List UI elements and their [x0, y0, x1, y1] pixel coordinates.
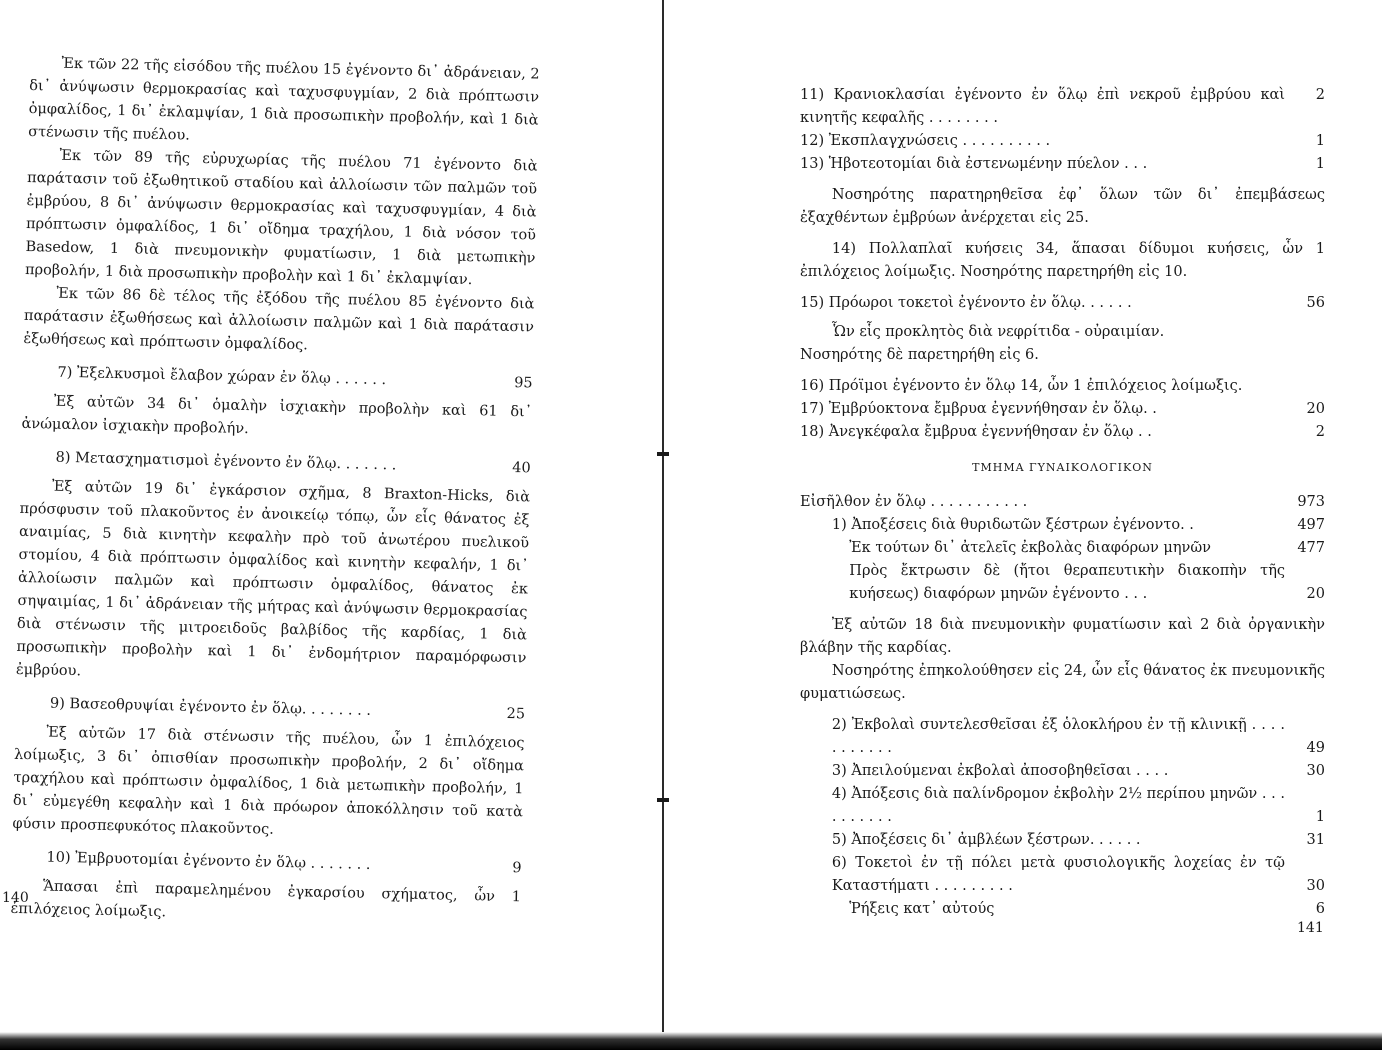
paragraph: Ἐξ αὐτῶν 19 δι᾿ ἐγκάρσιον σχῆμα, 8 Braxton-Hicks, διὰ πρόσφυσιν τοῦ πλακοῦντος ἐν ἀνοικείῳ τόπῳ, ὧν εἷς θάνατος ἐξ αναιμίας, 5 διὰ κινητὴν κεφαλὴν πρὸ τοῦ ἀνωτέρου πυελικοῦ στομίου, 4 διὰ πρόπτωσιν ὀμφαλίδος καὶ κινητὴν κεφαλήν, 1 δι᾿ ἀλλοίωσιν παλμῶν καὶ πρόπτωσιν ὀμφαλίδος, θάνατος ἐκ σηψαιμίας, 1 δι᾿ ἀδράνειαν τῆς μήτρας καὶ ἀνύψωσιν θερμοκρασίας διὰ στένωσιν τῆς μιτροειδοῦς βαλβίδος τῆς καρδίας, 1 διὰ προσωπικὴν προβολὴν καὶ 1 δι᾿ ἐνδομήτριον παραμόρφωσιν ἐμβρύου. — [15, 478, 531, 680]
paragraph: 14) Πολλαπλαῖ κυήσεις 34, ἅπασαι δίδυμοι κυήσεις, ὧν 1 ἐπιλόχειος λοίμωξις. Νοσηρότης παρετηρήθη εἰς 10. — [800, 241, 1325, 280]
paragraph: Ἅπασαι ἐπὶ παραμελημένου ἐγκαρσίου σχήματος, ὧν 1 ἐπιλόχειος λοίμωξις. — [10, 878, 522, 921]
section-label: 9) Βασεοθρυψίαι ἐγένοντο ἐν ὅλῳ. . . . . . . . — [49, 695, 372, 719]
entry-label: 11) Κρανιοκλασίαι ἐγένοντο ἐν ὅλῳ ἐπὶ νεκροῦ ἐμβρύου καὶ κινητῆς κεφαλῆς . . . . . . . . — [800, 87, 1285, 126]
entry-label: 17) Ἐμβρύοκτονα ἔμβρυα ἐγεννήθησαν ἐν ὅλῳ. . — [800, 401, 1157, 417]
entry-count: 1 — [1315, 156, 1325, 172]
entry-label: 3) Ἀπειλούμεναι ἐκβολαὶ ἀποσοβηθεῖσαι . . . . — [831, 763, 1169, 779]
entry-label: 1) Ἀποξέσεις διὰ θυριδωτῶν ξέστρων ἐγένοντο. . — [831, 517, 1194, 533]
entry-11 — [800, 84, 1325, 130]
left-page — [0, 0, 655, 1050]
entry-15 — [800, 292, 1325, 315]
entry-label: Εἰσῆλθον ἐν ὅλῳ . . . . . . . . . . . — [800, 494, 1028, 510]
entry-label: Ἐκ τούτων δι᾿ ἀτελεῖς ἐκβολὰς διαφόρων μηνῶν — [849, 540, 1211, 556]
paragraph: Ἐξ αὐτῶν 34 δι᾿ ὁμαλὴν ἰσχιακὴν προβολὴν καὶ 61 δι᾿ ἀνώμαλον ἰσχιακὴν προβολήν. — [21, 393, 533, 438]
gutter-mark — [657, 452, 669, 456]
entry-17 — [800, 398, 1325, 421]
entry-label: 4) Ἀπόξεσις διὰ παλίνδρομον ἐκβολὴν 2½ περίπου μηνῶν . . . . . . . . . . — [831, 786, 1285, 825]
entry-count: 30 — [1306, 878, 1325, 894]
gutter-mark — [657, 798, 669, 802]
section-7 — [22, 361, 532, 396]
section-title: ΤΜΗΜΑ ΓΥΝΑΙΚΟΛΟΓΙΚΟΝ — [972, 461, 1153, 474]
entry-18 — [800, 421, 1325, 444]
entry-label: 15) Πρόωροι τοκετοὶ ἐγένοντο ἐν ὅλῳ. . . . . . — [800, 295, 1132, 311]
right-page-text — [800, 84, 1325, 921]
section-count: 95 — [513, 375, 533, 392]
section-count: 9 — [512, 860, 522, 877]
entry-count: 56 — [1306, 295, 1325, 311]
paragraph: Ἐξ αὐτῶν 17 διὰ στένωσιν τῆς πυέλου, ὧν 1 ἐπιλόχειος λοίμωξις, 3 δι᾿ ὀπισθίαν προσωπικὴν προβολήν, 2 δι᾿ οἴδημα τραχήλου καὶ πρόπτωσιν ὀμφαλίδος, 1 διὰ μετωπικὴν προβολήν, 1 δι᾿ εὐμεγέθη κεφαλὴν καὶ 1 διὰ πρόωρον ἀποκόλλησιν τοῦ κατὰ φύσιν προσπεφυκότος πλακοῦντος. — [12, 724, 525, 838]
page-edge — [662, 0, 664, 1050]
gyn-entry-5 — [800, 829, 1325, 852]
entry-label: 12) Ἐκσπλαγχνώσεις . . . . . . . . . . — [800, 133, 1051, 149]
gyn-entry-6a — [800, 898, 1325, 921]
section-8 — [21, 446, 531, 481]
gyn-entry-1a — [800, 537, 1325, 560]
left-page-text — [10, 52, 540, 932]
entry-label: 5) Ἀποξέσεις δι᾿ ἀμβλέων ξέστρων. . . . . . — [831, 832, 1141, 848]
entry-count: 30 — [1306, 763, 1325, 779]
gyn-entry-6 — [800, 852, 1325, 898]
paragraph: Ἐκ τῶν 89 τῆς εὐρυχωρίας τῆς πυέλου 71 ἐγένοντο διὰ παράτασιν τοῦ ἐξωθητικοῦ σταδίου καὶ ἀλλοίωσιν τῶν παλμῶν τοῦ ἐμβρύου, 8 δι᾿ ἀνύψωσιν θερμοκρασίας καὶ ταχυσφυγμίαν, 4 διὰ πρόπτωσιν ὀμφαλίδος, 1 δι᾿ οἴδημα τραχήλου, 1 διὰ νόσον τοῦ Basedow, 1 διὰ πνευμονικὴν φυματίωσιν, 1 διὰ μετωπικὴν προβολήν, 1 διὰ προσωπικὴν προβολὴν καὶ 1 δι᾿ ἐκλαμψίαν. — [24, 147, 538, 289]
paragraph: Νοσηρότης παρατηρηθεῖσα ἐφ᾿ ὅλων τῶν δι᾿ ἐπεμβάσεως ἐξαχθέντων ἐμβρύων ἀνέρχεται εἰς 25. — [800, 187, 1325, 226]
book-gutter — [655, 0, 695, 1050]
gyn-entry-4 — [800, 783, 1325, 829]
entry-12 — [800, 130, 1325, 153]
entry-count: 20 — [1306, 586, 1325, 602]
section-label: 10) Ἐμβρυοτομίαι ἐγένοντο ἐν ὅλῳ . . . . . . . — [46, 849, 371, 873]
entry-count: 31 — [1306, 832, 1325, 848]
entry-label: 2) Ἐκβολαὶ συντελεσθεῖσαι ἐξ ὁλοκλήρου ἐν τῇ κλινικῇ . . . . . . . . . . . — [831, 717, 1285, 756]
section-label: 8) Μετασχηματισμοὶ ἐγένοντο ἐν ὅλῳ. . . . . . . — [55, 449, 397, 474]
entry-count: 1 — [1315, 809, 1325, 825]
entry-count: 6 — [1315, 901, 1325, 917]
gyn-entry-1b — [800, 560, 1325, 606]
entry-count: 20 — [1306, 401, 1325, 417]
entry-count: 497 — [1297, 517, 1325, 533]
page-number: 141 — [1297, 920, 1324, 936]
entry-count: 2 — [1315, 424, 1325, 440]
section-9 — [15, 692, 525, 727]
entry-count: 2 — [1315, 87, 1325, 103]
gyn-entry-2 — [800, 714, 1325, 760]
page-number: 140 — [2, 890, 29, 906]
paragraph: Ἐκ τῶν 22 τῆς εἰσόδου τῆς πυέλου 15 ἐγένοντο δι᾿ ἀδράνειαν, 2 δι᾿ ἀνύψωσιν θερμοκρασίας καὶ ταχυσφυγμίαν, 2 διὰ πρόπτωσιν ὀμφαλίδος, 1 δι᾿ ἐκλαμψίαν, 1 διὰ προσωπικὴν προβολήν, καὶ 1 διὰ στένωσιν τῆς πυέλου. — [28, 55, 540, 144]
entry-label: 6) Τοκετοὶ ἐν τῇ πόλει μετὰ φυσιολογικῆς λοχείας ἐν τῷ Καταστήματι . . . . . . . . . — [831, 855, 1285, 894]
section-10 — [11, 846, 521, 881]
paragraph: Νοσηρότης ἐπηκολούθησεν εἰς 24, ὧν εἷς θάνατος ἐκ πνευμονικῆς φυματιώσεως. — [800, 663, 1325, 702]
entry-count: 477 — [1297, 540, 1325, 556]
gyn-entry-3 — [800, 760, 1325, 783]
entry-count: 973 — [1297, 494, 1325, 510]
paragraph: Ὧν εἷς προκλητὸς διὰ νεφρίτιδα - οὐραιμίαν. — [831, 324, 1165, 340]
entry-count: 1 — [1315, 133, 1325, 149]
gyn-total — [800, 491, 1325, 514]
section-label: 7) Ἐξελκυσμοὶ ἔλαβον χώραν ἐν ὅλῳ . . . . . . — [57, 364, 387, 389]
entry-count: 49 — [1306, 740, 1325, 756]
section-count: 25 — [506, 705, 526, 723]
entry-13 — [800, 153, 1325, 176]
paragraph: Ἐκ τῶν 86 δὲ τέλος τῆς ἐξόδου τῆς πυέλου 85 ἐγένοντο διὰ παράτασιν ἐξωθήσεως καὶ ἀλλοίωσιν παλμῶν καὶ 1 διὰ παράτασιν ἐξωθήσεως καὶ πρόπτωσιν ὀμφαλίδος. — [23, 285, 535, 354]
section-count: 40 — [512, 460, 531, 477]
paragraph: Ἐξ αὐτῶν 18 διὰ πνευμονικὴν φυματίωσιν καὶ 2 διὰ ὀργανικὴν βλάβην τῆς καρδίας. — [800, 617, 1325, 656]
entry-label: Πρὸς ἔκτρωσιν δὲ (ἤτοι θεραπευτικὴν διακοπὴν τῆς κυήσεως) διαφόρων μηνῶν ἐγένοντο . . . — [849, 563, 1285, 602]
entry-label: Ῥήξεις κατ᾿ αὐτούς — [849, 901, 995, 917]
scan-shadow — [0, 1032, 1382, 1050]
gyn-entry-1 — [800, 514, 1325, 537]
entry-16: 16) Πρόϊμοι ἐγένοντο ἐν ὅλῳ 14, ὧν 1 ἐπιλόχειος λοίμωξις. — [800, 378, 1243, 394]
entry-label: 13) Ἡβοτεοτομίαι διὰ ἐστενωμένην πύελον . . . — [800, 156, 1148, 172]
paragraph: Νοσηρότης δὲ παρετηρήθη εἰς 6. — [800, 347, 1039, 363]
entry-label: 18) Ἀνεγκέφαλα ἔμβρυα ἐγεννήθησαν ἐν ὅλῳ . . — [800, 424, 1152, 440]
right-page — [695, 0, 1382, 1050]
